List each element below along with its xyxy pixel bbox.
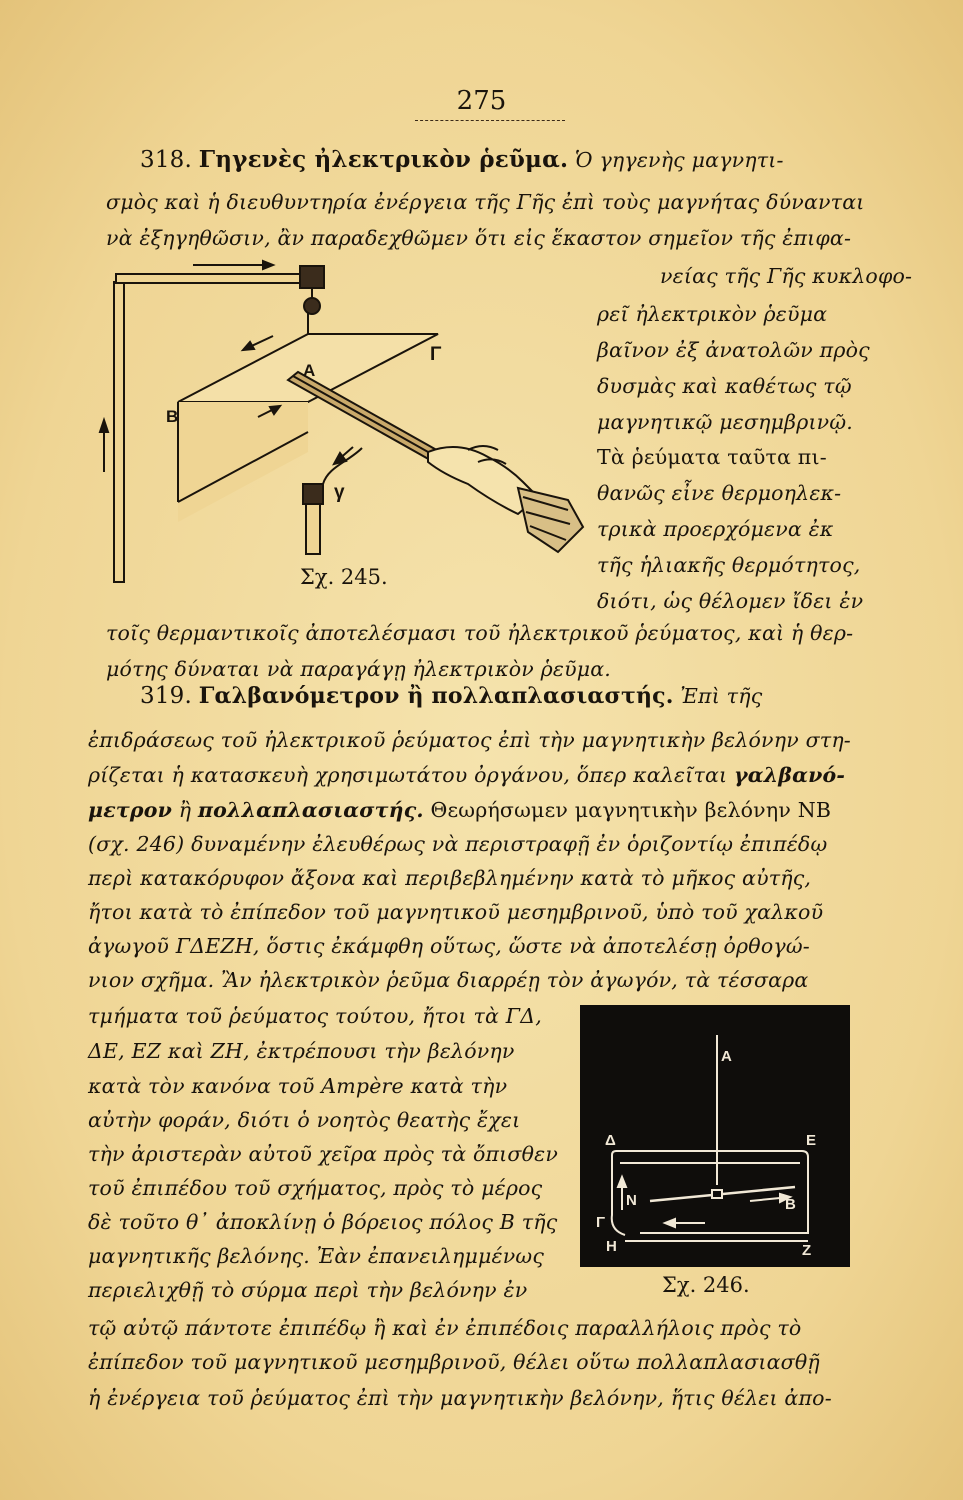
text-line: δὲ τοῦτο θ᾽ ἀποκλίνῃ ὁ βόρειος πόλος Β τῆς <box>88 1210 558 1234</box>
text-line: ἀγωγοῦ ΓΔΕΖΗ, ὅστις ἐκάμφθη οὕτως, ὥστε νὰ ἀποτελέσῃ ὀρθογώ- <box>88 934 810 958</box>
text-line: τρικὰ προερχόμενα ἐκ <box>597 517 834 541</box>
label-N: N <box>626 1192 637 1209</box>
text-span: ρίζεται ἡ κατασκευὴ χρησιμωτάτου ὀργάνου, ὅπερ καλεῖται <box>88 763 728 787</box>
text-span: Θεωρήσωμεν μαγνητικὴν βελόνην ΝΒ <box>430 798 832 822</box>
label-G: Γ <box>596 1214 606 1231</box>
text-line <box>88 800 831 821</box>
text-line: ρεῖ ἠλεκτρικὸν ῥεῦμα <box>597 302 828 326</box>
text-line: Τὰ ῥεύματα ταῦτα πι- <box>597 445 827 469</box>
text-line: Ὁ γηγενὴς μαγνητι- <box>574 148 784 172</box>
section-318-first-line <box>140 148 784 172</box>
section-319-first-line <box>140 685 762 708</box>
support-arm <box>116 274 306 283</box>
figure-246 <box>580 1005 850 1267</box>
text-line: αὐτὴν φοράν, διότι ὁ νοητὸς θεατὴς ἔχει <box>88 1108 521 1132</box>
text-span: ἢ <box>178 798 192 822</box>
text-line: σμὸς καὶ ἡ διευθυντηρία ἐνέργεια τῆς Γῆς ἐπὶ τοὺς μαγνήτας δύνανται <box>106 190 865 214</box>
text-line: Ἐπὶ τῆς <box>680 684 763 708</box>
label-A: A <box>303 361 316 380</box>
figure-246-caption: Σχ. 246. <box>662 1273 750 1297</box>
page-number-rule <box>415 120 565 125</box>
text-line: περιελιχθῇ τὸ σύρμα περὶ τὴν βελόνην ἐν <box>88 1278 528 1302</box>
text-line: τὴν ἀριστερὰν αὐτοῦ χεῖρα πρὸς τὰ ὄπισθεν <box>88 1142 559 1166</box>
figure-245 <box>98 252 588 592</box>
text-line: ἐπιδράσεως τοῦ ἠλεκτρικοῦ ῥεύματος ἐπὶ τὴν μαγνητικὴν βελόνην στη- <box>88 728 851 752</box>
text-line: κατὰ τὸν κανόνα τοῦ Ampère κατὰ τὴν <box>88 1074 508 1098</box>
label-E: E <box>806 1132 817 1149</box>
label-D: Δ <box>605 1132 616 1149</box>
text-line: τοῦ ἐπιπέδου τοῦ σχήματος, πρὸς τὸ μέρος <box>88 1176 543 1200</box>
text-line: μαγνητικῷ μεσημβρινῷ. <box>597 410 853 434</box>
text-line: νὰ ἐξηγηθῶσιν, ἂν παραδεχθῶμεν ὅτι εἰς ἕκαστον σημεῖον τῆς ἐπιφα- <box>106 226 852 250</box>
text-line: ΔΕ, ΕΖ καὶ ΖΗ, ἐκτρέπουσι τὴν βελόνην <box>88 1039 515 1063</box>
text-line: θανῶς εἶνε θερμοηλεκ- <box>597 481 842 505</box>
section-318-title: Γηγενὲς ἠλεκτρικὸν ῥεῦμα. <box>198 146 569 173</box>
label-H: H <box>606 1238 617 1255</box>
label-B: B <box>166 407 179 426</box>
text-line: τοῖς θερμαντικοῖς ἀποτελέσμασι τοῦ ἠλεκτρικοῦ ῥεύματος, καὶ ἡ θερ- <box>106 621 854 645</box>
text-line: περὶ κατακόρυφον ἄξονα καὶ περιβεβλημένην κατὰ τὸ μῆκος αὐτῆς, <box>88 866 812 890</box>
label-A: A <box>721 1048 732 1065</box>
term-galvanometer-end: μετρον <box>88 798 172 822</box>
label-Z: Z <box>802 1242 812 1259</box>
text-line: διότι, ὡς θέλομεν ἴδει ἐν <box>597 589 864 613</box>
support-pole <box>114 282 124 582</box>
text-line: τῆς ἡλιακῆς θερμότητος, <box>597 553 861 577</box>
text-line: μότης δύναται νὰ παραγάγῃ ἠλεκτρικὸν ῥεῦμα. <box>106 657 612 681</box>
text-line: μαγνητικῆς βελόνης. Ἐὰν ἐπανειλημμένως <box>88 1244 545 1268</box>
section-319-number: 319. <box>140 683 193 709</box>
section-318-number: 318. <box>140 147 193 173</box>
term-multiplier: πολλαπλασιαστής. <box>197 798 424 822</box>
label-g: γ <box>334 482 345 503</box>
text-line: βαῖνον ἐξ ἀνατολῶν πρὸς <box>597 338 870 362</box>
text-line: (σχ. 246) δυναμένην ἐλευθέρως νὰ περιστραφῇ ἐν ὁριζοντίῳ ἐπιπέδῳ <box>88 832 828 856</box>
label-B: B <box>785 1196 796 1213</box>
text-line <box>88 765 845 786</box>
text-line: νείας τῆς Γῆς κυκλοφο- <box>660 264 913 288</box>
text-line: νιον σχῆμα. Ἂν ἠλεκτρικὸν ῥεῦμα διαρρέῃ τὸν ἀγωγόν, τὰ τέσσαρα <box>88 968 809 992</box>
page-number: 275 <box>456 86 507 116</box>
text-line: δυσμὰς καὶ καθέτως τῷ <box>597 374 852 398</box>
section-319-title: Γαλβανόμετρον ἢ πολλαπλασιαστής. <box>198 683 674 709</box>
text-line: ἐπίπεδον τοῦ μαγνητικοῦ μεσημβρινοῦ, θέλει οὕτω πολλαπλασιασθῇ <box>88 1350 820 1374</box>
label-G: Γ <box>430 344 442 365</box>
text-line: τμήματα τοῦ ῥεύματος τούτου, ἤτοι τὰ ΓΔ, <box>88 1004 542 1028</box>
text-line: ἤτοι κατὰ τὸ ἐπίπεδον τοῦ μαγνητικοῦ μεσημβρινοῦ, ὑπὸ τοῦ χαλκοῦ <box>88 900 824 924</box>
text-line: ἡ ἐνέργεια τοῦ ῥεύματος ἐπὶ τὴν μαγνητικὴν βελόνην, ἥτις θέλει ἀπο- <box>88 1386 832 1410</box>
figure-245-caption: Σχ. 245. <box>300 565 388 589</box>
text-line: τῷ αὐτῷ πάντοτε ἐπιπέδῳ ἢ καὶ ἐν ἐπιπέδοις παραλλήλοις πρὸς τὸ <box>88 1316 802 1340</box>
term-galvanometer: γαλβανό- <box>734 763 846 787</box>
